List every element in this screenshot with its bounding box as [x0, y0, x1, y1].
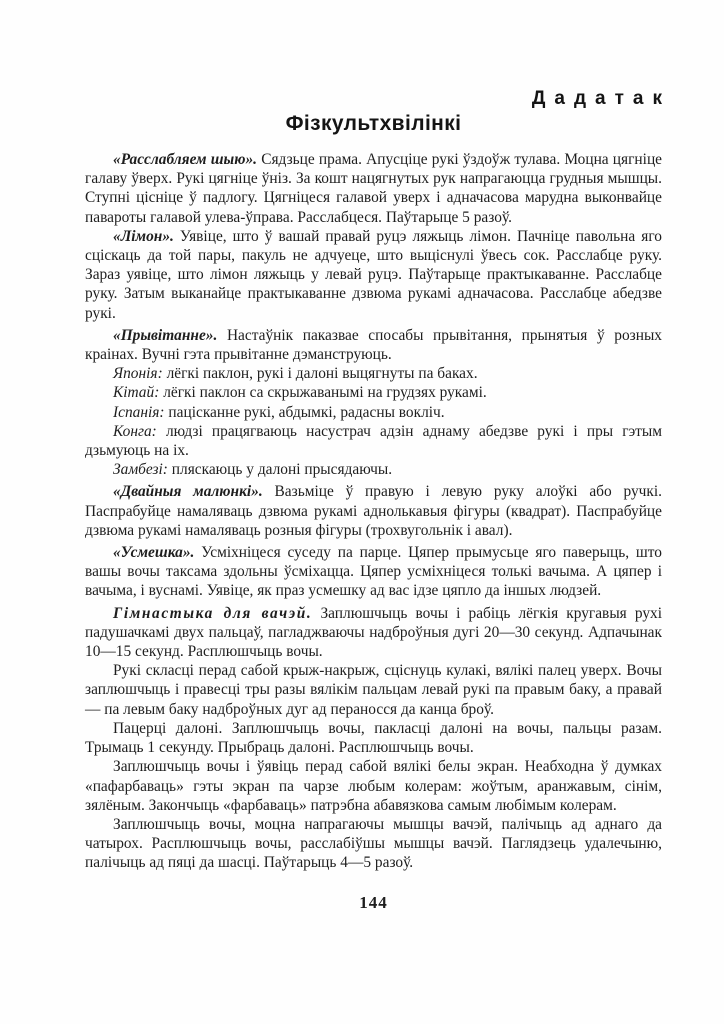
greeting-zambezi [85, 460, 662, 479]
greeting-text: пацісканне рукі, абдымкі, радасны вокліч. [168, 403, 445, 421]
exercise-text: Заплюшчыць вочы, моцна напрагаючы мышцы вачэй, палічыць ад аднаго да чатырох. Расплюшчыць вочы, расслабіўшы мышцы вачэй. Паглядзець удалечыню, палічыць ад пяці да шасці. Паўтарыць 4—5 разоў. [85, 815, 662, 872]
country-label: Японія: [113, 365, 163, 383]
exercise-lead: «Прывітанне». [113, 326, 218, 344]
greeting-text: людзі працягваюць насустрач адзін аднаму абедзве рукі і пры гэтым дзьмуюць на іх. [85, 422, 662, 460]
greeting-congo [85, 422, 662, 460]
eye-gymnastics-intro [85, 604, 662, 662]
exercise-double-drawings [85, 482, 662, 540]
country-label: Кітай: [113, 384, 160, 402]
exercise-text: Вазьміце ў правую і левую руку алоўкі або ручкі. Паспрабуйце намаляваць дзвюма рукамі аднолькавыя фігуры (квадрат). Паспрабуйце дзвюма рукамі намаляваць розныя фігуры (трохвугольнік і авал). [85, 483, 662, 539]
country-label: Іспанія: [113, 403, 165, 421]
exercise-smile [85, 543, 662, 601]
exercise-text: Настаўнік паказвае спосабы прывітання, прынятыя ў розных краінах. Вучні гэта прывітанне дэманструюць. [85, 326, 662, 364]
greeting-text: лёгкі паклон са скрыжаванымі на грудзях рукамі. [163, 384, 487, 402]
exercise-lead: «Усмешка». [113, 544, 195, 562]
greeting-text: лёгкі паклон, рукі і далоні выцягнуты па баках. [166, 365, 478, 383]
eye-exercise-cross-arms [85, 661, 662, 719]
exercise-text: Рукі скласці перад сабой крыж-накрыж, сціснуць кулакі, вялікі палец уверх. Вочы заплюшчыць і правесці тры разы вялікім пальцам левай рукі па правым баку, а правай — па левым баку надброўных дуг ад пераносся да канца броў. [85, 662, 662, 718]
greeting-spain [85, 403, 662, 422]
exercise-text: Усміхніцеся суседу па парце. Цяпер прымусьце яго паверыць, што вашы вочы таксама здольны ўсміхацца. Цяпер усміхніцеся толькі вачыма. А цяпер і вачыма, і вуснамі. Уявіце, як праз усмешку ад вас ідзе цяпло да іншых людзей. [85, 544, 662, 600]
exercise-lead: «Лімон». [113, 227, 174, 245]
exercise-text: Сядзьце прама. Апусціце рукі ўздоўж тулава. Моцна цягніце галаву ўверх. Рукі цягніце ўніз. За кошт нацягнутых рук напрагаюцца грудныя мышцы. Ступні цісніце ў падлогу. Цягніцеся галавой уверх і адначасова марудна выконвайце павароты галавой улева-ўправа. Расслабцеся. Паўтарыце 5 разоў. [85, 151, 663, 226]
exercise-lead: «Двайныя малюнкі». [113, 483, 263, 501]
greeting-text: пляскаюць у далоні прысядаючы. [171, 461, 393, 479]
exercise-lead: «Расслабляем шыю». [113, 151, 258, 168]
exercise-text: Пацерці далоні. Заплюшчыць вочы, пакласці далоні на вочы, пальцы разам. Трымаць 1 секунду. Прыбраць далоні. Расплюшчыць вочы. [85, 719, 662, 757]
eye-exercise-white-screen [85, 757, 662, 815]
country-label: Конга: [113, 422, 157, 440]
appendix-heading: Дадатак [531, 88, 671, 109]
greeting-japan [85, 364, 662, 383]
page-title: Фізкультхвілінкі [285, 112, 462, 135]
greeting-china [85, 383, 662, 402]
country-label: Замбезі: [113, 461, 168, 479]
page-number: 144 [359, 892, 388, 912]
exercise-greeting [85, 326, 662, 364]
eye-exercise-squeeze-count [85, 815, 662, 873]
exercise-text: Уявіце, што ў вашай правай руцэ ляжыць лімон. Пачніце павольна яго сціскаць да той пары, пакуль не адчуеце, што выціснулі ўвесь сок. Расслабце руку. Зараз уявіце, што лімон ляжыць у левай руцэ. Паўтарыце практыкаванне. Расслабце руку. Затым выканайце практыкаванне дзвюма рукамі адначасова. Расслабце абедзве рукі. [85, 227, 662, 322]
eye-exercise-palms [85, 719, 662, 757]
exercise-text: Заплюшчыць вочы і рабіць лёгкія кругавыя рухі падушачкамі двух пальцаў, пагладжваючы надброўныя дугі 20—30 секунд. Адпачынак 10—15 секунд. Расплюшчыць вочы. [85, 604, 662, 661]
exercise-relax-neck [85, 150, 662, 227]
exercise-text: Заплюшчыць вочы і ўявіць перад сабой вялікі белы экран. Неабходна ў думках «пафарбаваць» гэты экран па чарзе любым колерам: жоўтым, аранжавым, сінім, зялёным. Закончыць «фарбаваць» патрэбна абавязкова самым любімым колерам. [85, 758, 662, 814]
exercise-lemon [85, 227, 662, 323]
section-lead: Гімнастыка для вачэй. [113, 604, 313, 622]
